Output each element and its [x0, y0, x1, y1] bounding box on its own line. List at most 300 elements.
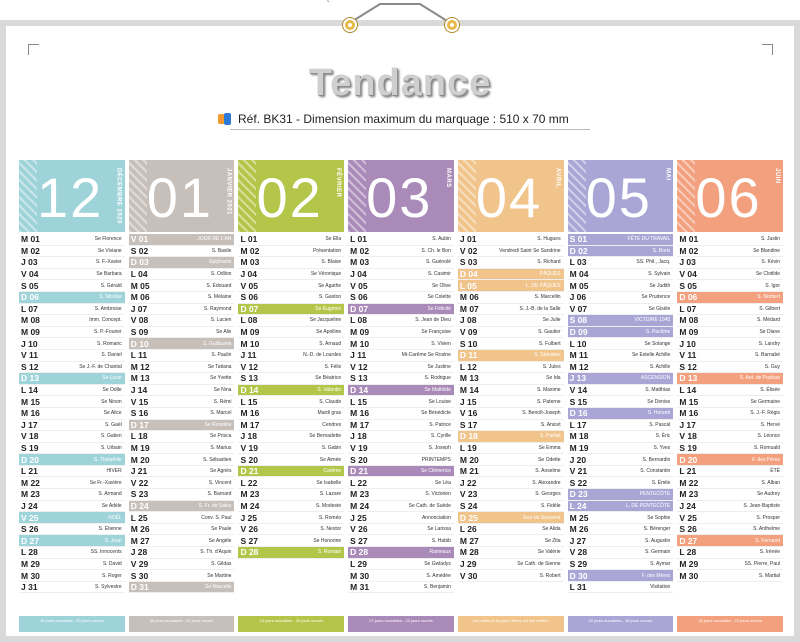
day-saint: S. P.-Fourier [94, 329, 122, 336]
day-row [458, 396, 564, 408]
months-grid [19, 160, 783, 632]
day-date: L 29 [350, 558, 368, 569]
day-row [458, 524, 564, 536]
day-saint: S. Valentin [317, 387, 342, 394]
day-date: L 26 [459, 524, 477, 535]
day-saint: Se Judith [649, 282, 671, 289]
day-date: J 17 [679, 419, 696, 430]
day-date: M 27 [130, 535, 150, 546]
day-saint: S. Gautier [538, 329, 561, 336]
day-row [458, 257, 564, 269]
day-row [568, 304, 674, 316]
day-date: J 01 [459, 234, 477, 245]
day-row [238, 234, 344, 246]
day-saint: S. Germain [645, 549, 671, 556]
day-date: M 08 [679, 315, 699, 326]
day-date: M 23 [679, 489, 699, 500]
day-date: S 03 [459, 257, 478, 268]
day-date: M 18 [569, 431, 589, 442]
month-footer: 27 jours ouvrables - 23 jours ouvrés [348, 616, 454, 632]
day-row [568, 280, 674, 292]
day-row [677, 559, 783, 571]
day-saint: Se Clémence [420, 468, 451, 475]
day-row [458, 246, 564, 258]
month-number: 03 [366, 166, 433, 229]
day-date: S 01 [569, 234, 588, 245]
day-date: L 07 [21, 303, 38, 314]
day-date: M 26 [569, 524, 589, 535]
day-saint: Se J.-F. de Chantal [79, 363, 122, 370]
day-row [129, 292, 235, 304]
day-date: M 27 [459, 535, 479, 546]
day-row [19, 489, 125, 501]
month-days [568, 232, 674, 616]
day-saint: N.-D. de Lourdes [303, 352, 342, 359]
day-saint: Se Zita [544, 537, 561, 544]
day-row [458, 327, 564, 339]
day-date: S 10 [459, 338, 478, 349]
day-saint: S. Hugues [537, 236, 561, 243]
day-row [568, 396, 674, 408]
month-days [677, 232, 783, 616]
day-saint: S. Basile [211, 247, 232, 254]
day-date: D 09 [569, 327, 588, 338]
day-saint: S. Paulin [211, 352, 232, 359]
day-row [129, 362, 235, 374]
day-saint: S. Victorien [425, 491, 451, 498]
day-saint: S. Romuald [753, 444, 781, 451]
day-date: L 05 [459, 280, 477, 291]
day-date: M 05 [130, 280, 150, 291]
day-date: L 11 [130, 350, 148, 361]
day-date: M 20 [130, 454, 150, 465]
day-saint: Épiphanie [209, 259, 232, 266]
day-date: M 06 [459, 292, 479, 303]
day-date: D 31 [130, 582, 149, 593]
day-date: D 13 [679, 373, 698, 384]
day-saint: Présentation [313, 247, 342, 254]
day-row [19, 501, 125, 513]
day-saint: S. Nicolas [99, 294, 122, 301]
day-row [129, 524, 235, 536]
day-row [129, 420, 235, 432]
day-date: S 12 [679, 361, 697, 372]
day-row [19, 362, 125, 374]
day-date: J 11 [350, 350, 367, 361]
day-row [568, 385, 674, 397]
day-row [568, 524, 674, 536]
day-saint: S. Pacôme [645, 329, 671, 336]
day-row [458, 338, 564, 350]
day-row [238, 257, 344, 269]
day-saint: Se Germaine [750, 398, 781, 405]
month-header [677, 160, 783, 232]
day-saint: S. Anselme [535, 468, 561, 475]
day-date: M 19 [130, 442, 150, 453]
day-saint: S. Léonce [757, 433, 781, 440]
day-row [238, 269, 344, 281]
day-row [568, 431, 674, 443]
day-date: V 18 [21, 431, 39, 442]
day-row [19, 570, 125, 582]
day-date: M 23 [21, 489, 40, 500]
day-row [458, 362, 564, 374]
day-row [129, 327, 235, 339]
day-row [19, 280, 125, 292]
day-saint: S. Fr. de Sales [198, 502, 232, 509]
day-saint: Se Florence [94, 236, 122, 243]
day-saint: SS. Phil., Jacq. [636, 259, 671, 266]
day-date: S 02 [130, 245, 149, 256]
day-saint: S. Fernand [755, 537, 781, 544]
day-saint: Vendredi Saint Se Sandrine [499, 247, 561, 254]
day-saint: S. Vivien [431, 340, 451, 347]
day-date: M 09 [240, 327, 260, 338]
day-date: J 06 [569, 292, 587, 303]
day-row [238, 431, 344, 443]
day-saint: S. Romain [317, 549, 342, 556]
day-row [348, 315, 454, 327]
day-row [19, 350, 125, 362]
day-date: J 03 [679, 257, 696, 268]
day-date: L 28 [21, 547, 38, 558]
day-saint: S. Boris [652, 247, 671, 254]
day-row [677, 280, 783, 292]
day-date: V 18 [679, 431, 697, 442]
day-row [348, 385, 454, 397]
day-row [19, 512, 125, 524]
reference-rule [230, 129, 590, 130]
day-row [677, 501, 783, 513]
month-column [19, 160, 125, 632]
day-date: M 13 [130, 373, 150, 384]
day-row [348, 420, 454, 432]
day-date: M 16 [21, 408, 40, 419]
day-row [238, 373, 344, 385]
month-column [568, 160, 674, 632]
day-date: M 17 [350, 419, 370, 430]
day-row [19, 315, 125, 327]
day-saint: S. Justin [760, 236, 781, 243]
day-row [129, 234, 235, 246]
day-saint: S. Armand [98, 491, 122, 498]
day-date: D 02 [569, 245, 588, 256]
day-row [458, 292, 564, 304]
day-date: M 12 [569, 361, 589, 372]
day-row [19, 327, 125, 339]
day-date: V 12 [350, 361, 368, 372]
day-saint: S. Constantin [640, 468, 671, 475]
day-row [238, 408, 344, 420]
month-number: 06 [695, 166, 762, 229]
day-date: J 08 [459, 315, 477, 326]
day-saint: S. Joseph [428, 444, 451, 451]
day-row [129, 535, 235, 547]
day-date: M 17 [240, 419, 260, 430]
day-saint: S. Alban [761, 479, 781, 486]
day-date: D 11 [459, 350, 478, 361]
day-saint: Se Julie [542, 317, 561, 324]
day-saint: S. Marius [210, 444, 232, 451]
day-date: L 17 [569, 419, 587, 430]
day-row [677, 385, 783, 397]
day-row [568, 559, 674, 571]
day-saint: Se Ida [546, 375, 561, 382]
day-date: M 01 [21, 234, 40, 245]
day-row [19, 547, 125, 559]
day-date: D 30 [569, 570, 588, 581]
day-saint: S. Mélaine [207, 294, 232, 301]
day-saint: S. Alexandre [532, 479, 561, 486]
day-saint: Mardi gras [317, 410, 342, 417]
day-saint: S. Sébastien [203, 456, 232, 463]
day-date: V 15 [130, 396, 149, 407]
day-row [568, 512, 674, 524]
day-date: D 17 [130, 419, 149, 430]
day-saint: S. Sylvain [648, 271, 671, 278]
month-column [458, 160, 564, 632]
day-saint: S. Igor [765, 282, 781, 289]
day-row [458, 559, 564, 571]
day-row [19, 246, 125, 258]
day-saint: Se Odette [538, 456, 561, 463]
day-date: V 14 [569, 385, 588, 396]
day-row [568, 269, 674, 281]
day-row [568, 477, 674, 489]
day-date: V 26 [350, 524, 368, 535]
day-saint: S. Kévin [761, 259, 781, 266]
day-saint: S. Casimir [427, 271, 451, 278]
day-date: L 31 [569, 582, 587, 593]
day-date: M 15 [679, 396, 699, 407]
day-row [238, 304, 344, 316]
day-date: S 16 [130, 408, 149, 419]
crop-mark-top-right [762, 44, 773, 55]
day-row [458, 304, 564, 316]
month-name: MARS [444, 168, 451, 188]
day-saint: S. J.-B. de la Salle [519, 305, 561, 312]
day-date: L 19 [459, 442, 477, 453]
day-row [677, 292, 783, 304]
day-date: S 26 [21, 524, 39, 535]
day-date: M 24 [350, 500, 370, 511]
day-date: M 10 [350, 338, 370, 349]
day-date: M 13 [459, 373, 479, 384]
day-row [129, 396, 235, 408]
day-saint: PÂQUES [539, 271, 561, 278]
day-saint: Carême [323, 468, 342, 475]
day-row [19, 431, 125, 443]
day-date: J 28 [130, 547, 148, 558]
day-date: D 14 [240, 385, 259, 396]
day-row [348, 512, 454, 524]
day-saint: Se Justine [427, 363, 451, 370]
day-saint: S. Vincent [208, 479, 232, 486]
day-row [19, 477, 125, 489]
month-column [677, 160, 783, 632]
month-name: MAI [664, 168, 671, 181]
month-number: 12 [37, 166, 104, 229]
day-row [568, 443, 674, 455]
day-date: L 22 [240, 477, 258, 488]
day-date: V 05 [240, 280, 258, 291]
day-row [238, 501, 344, 513]
day-row [19, 396, 125, 408]
day-saint: ÉTÉ [770, 468, 781, 475]
day-saint: Se Ella [325, 236, 342, 243]
day-date: M 29 [21, 558, 40, 569]
day-row [677, 350, 783, 362]
day-date: L 01 [240, 234, 258, 245]
day-date: V 01 [130, 234, 149, 245]
day-date: D 20 [679, 454, 698, 465]
day-row [238, 535, 344, 547]
day-row [677, 512, 783, 524]
day-date: M 16 [350, 408, 370, 419]
day-row [348, 489, 454, 501]
day-saint: Se Béatrice [315, 375, 342, 382]
day-row [129, 350, 235, 362]
day-saint: S. Stanislas [534, 352, 561, 359]
day-saint: S. Martial [758, 572, 781, 579]
day-row [677, 535, 783, 547]
day-saint: S. Jules [542, 363, 561, 370]
day-saint: Se Nina [213, 387, 232, 394]
day-date: L 14 [21, 385, 38, 396]
day-date: L 04 [130, 269, 148, 280]
day-row [458, 535, 564, 547]
day-row [129, 385, 235, 397]
month-header [238, 160, 344, 232]
month-header [458, 160, 564, 232]
day-row [458, 373, 564, 385]
day-saint: S. Claude [319, 398, 342, 405]
day-date: J 10 [21, 338, 38, 349]
day-saint: Se Lucie [102, 375, 122, 382]
day-saint: Se Ninon [101, 398, 122, 405]
day-row [238, 338, 344, 350]
day-saint: S. Théophile [93, 456, 122, 463]
day-saint: S. Gatien [100, 433, 122, 440]
day-saint: S. Landry [758, 340, 781, 347]
day-saint: S. Modeste [315, 502, 342, 509]
day-date: M 07 [459, 303, 479, 314]
day-date: V 09 [459, 327, 478, 338]
day-saint: FÊTE DU TRAVAIL [627, 236, 671, 243]
month-header [129, 160, 235, 232]
day-saint: Se Valérie [537, 549, 561, 556]
day-row [348, 257, 454, 269]
day-row [19, 524, 125, 536]
day-date: J 04 [240, 269, 257, 280]
month-name: JUIN [774, 168, 781, 184]
day-date: M 09 [679, 327, 699, 338]
day-date: L 14 [679, 385, 697, 396]
day-row [238, 292, 344, 304]
day-saint: S. Matthias [645, 387, 671, 394]
day-date: L 22 [350, 477, 368, 488]
month-column [238, 160, 344, 632]
day-date: J 27 [569, 535, 587, 546]
day-saint: S. Gildas [211, 560, 232, 567]
day-saint: Rameaux [429, 549, 451, 556]
day-saint: Se Odile [102, 387, 122, 394]
day-saint: Se Aimée [319, 456, 342, 463]
day-row [677, 362, 783, 374]
day-saint: Se Prudence [641, 294, 671, 301]
day-row [568, 570, 674, 582]
day-row [238, 350, 344, 362]
day-row [238, 477, 344, 489]
day-saint: S. Urbain [100, 444, 122, 451]
day-saint: Se Alida [542, 526, 561, 533]
day-saint: SS. Pierre, Paul [744, 560, 781, 567]
day-date: S 22 [569, 477, 588, 488]
day-saint: S. Ambroise [94, 305, 122, 312]
day-date: M 02 [240, 245, 260, 256]
month-footer: 22 jours ouvrables - 18 jours ouvrés [568, 616, 674, 632]
month-days [348, 232, 454, 616]
month-name: FÉVRIER [335, 168, 342, 198]
day-date: V 11 [21, 350, 39, 361]
day-row [129, 582, 235, 594]
eyelet-left-icon [343, 18, 357, 32]
day-row [677, 246, 783, 258]
day-row [458, 431, 564, 443]
brand-logo-icon [218, 112, 232, 126]
day-saint: S. Raymond [203, 305, 232, 312]
month-footer: 30 jours ouvrables - 30 jours ouvrés [129, 616, 235, 632]
day-date: M 09 [21, 327, 40, 338]
day-saint: S. Aymar [650, 560, 671, 567]
day-date: V 29 [130, 558, 149, 569]
hanger-cord [340, 0, 460, 30]
day-row [129, 547, 235, 559]
day-row [348, 443, 454, 455]
day-row [348, 327, 454, 339]
day-date: L 07 [679, 303, 697, 314]
day-date: D 28 [350, 547, 369, 558]
day-date: L 10 [569, 338, 587, 349]
day-row [677, 547, 783, 559]
day-saint: Se Audrey [756, 491, 781, 498]
month-header [19, 160, 125, 232]
day-date: M 28 [459, 547, 479, 558]
day-saint: S. Sylvestre [95, 584, 122, 591]
day-saint: Visitation [650, 584, 671, 591]
day-row [129, 443, 235, 455]
day-row [238, 246, 344, 258]
day-row [677, 454, 783, 466]
day-saint: L. DE PÂQUES [525, 282, 561, 289]
day-row [238, 454, 344, 466]
day-saint: SS. Innocents [90, 549, 122, 556]
day-row [677, 420, 783, 432]
day-saint: S. Benjamin [423, 584, 451, 591]
day-row [129, 570, 235, 582]
day-saint: Se Clotilde [755, 271, 781, 278]
day-saint: Jour du Souvenir [522, 514, 561, 521]
day-row [348, 304, 454, 316]
day-row [568, 466, 674, 478]
month-number: 05 [585, 166, 652, 229]
day-date: L 18 [130, 431, 148, 442]
day-date: J 18 [240, 431, 257, 442]
day-row [129, 373, 235, 385]
day-row [348, 292, 454, 304]
month-name: JANVIER 2021 [225, 168, 232, 216]
day-date: J 29 [459, 558, 477, 569]
